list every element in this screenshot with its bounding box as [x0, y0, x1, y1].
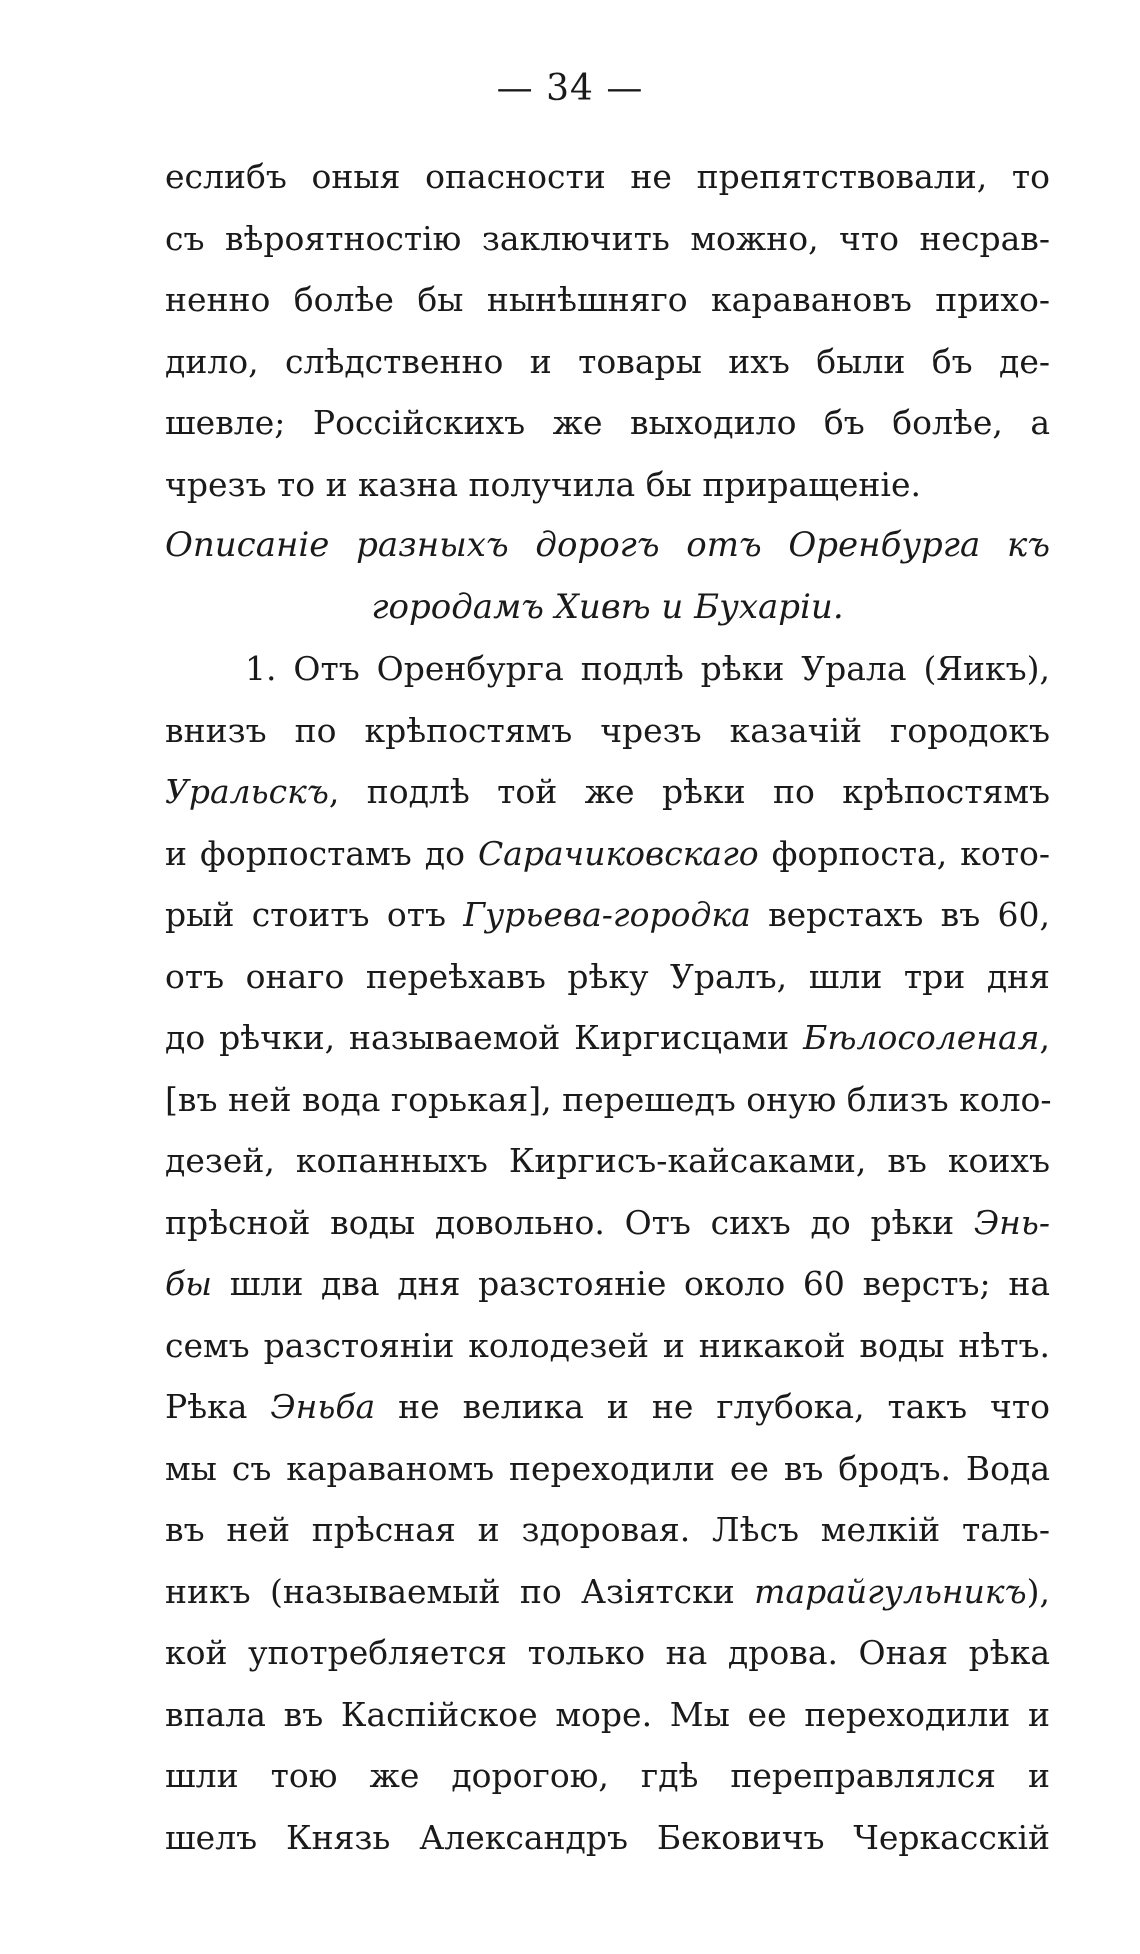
paragraph-line: семъ разстояніи колодезей и никакой воды нѣтъ.: [165, 1325, 1050, 1365]
paragraph-line: [165, 1192, 1050, 1254]
paragraph-line: въ ней прѣсная и здоровая. Лѣсъ мелкій таль-: [165, 1510, 1050, 1549]
text-run: верстахъ въ 60,: [750, 895, 1050, 934]
paragraph-line: 1. Отъ Оренбурга подлѣ рѣки Урала (Яикъ),: [245, 649, 1050, 688]
section-heading-line-2: городамъ Хивѣ и Бухаріи.: [371, 586, 844, 627]
text-line: чрезъ то и казна получила бы приращеніе.: [165, 464, 922, 504]
paragraph-line: [165, 884, 1050, 946]
text-line: шевле; Россійскихъ же выходило бъ болѣе, а: [165, 403, 1050, 442]
text-run: ,: [1039, 1018, 1050, 1057]
paragraph-line: [165, 1561, 1050, 1623]
text-run: рый стоитъ отъ: [165, 895, 464, 934]
paragraph-line: [165, 823, 1050, 885]
section-heading-line-1: Описаніе разныхъ дорогъ отъ Оренбурга къ: [165, 525, 1050, 565]
paragraph-line: мы съ караваномъ переходили ее въ бродъ. Вода: [165, 1448, 1050, 1488]
text-run: Рѣка: [165, 1387, 271, 1426]
place-name: Бѣлосоленая: [803, 1018, 1040, 1057]
text-line: съ вѣроятностію заключить можно, что несрав-: [165, 218, 1050, 258]
text-run: , подлѣ той же рѣки по крѣпостямъ: [328, 772, 1050, 811]
paragraph-line: шли тою же дорогою, гдѣ переправлялся и: [165, 1756, 1050, 1795]
place-name: бы: [165, 1264, 213, 1303]
text-run: ),: [1026, 1571, 1050, 1611]
paragraph-line: [165, 1253, 1050, 1315]
page-body: [165, 146, 1050, 1868]
paragraph-line: внизъ по крѣпостямъ чрезъ казачій городокъ: [165, 710, 1050, 750]
paragraph-line: впала въ Каспійское море. Мы ее переходили и: [165, 1694, 1050, 1734]
place-name: Гурьева-городка: [463, 895, 751, 934]
text-run: прѣсной воды довольно. Отъ сихъ до рѣки: [165, 1202, 974, 1242]
text-run: форпоста, кото-: [758, 833, 1050, 873]
text-run: и форпостамъ до: [165, 833, 478, 873]
text-line: дило, слѣдственно и товары ихъ были бъ де-: [165, 341, 1050, 381]
place-name: Уральскъ: [165, 772, 329, 811]
paragraph-line: [165, 1376, 1050, 1438]
place-name: Энь-: [973, 1202, 1050, 1242]
text-run: шли два дня разстояніе около 60 верстъ; на: [212, 1264, 1050, 1303]
text-run: никъ (называемый по Азіятски: [165, 1571, 755, 1611]
paragraph-line: кой употребляется только на дрова. Оная рѣка: [165, 1633, 1050, 1672]
page-number: — 34 —: [496, 68, 644, 109]
text-line: ненно болѣе бы нынѣшняго каравановъ прихо-: [165, 280, 1050, 319]
paragraph-line: [165, 1007, 1050, 1069]
paragraph-line: [въ ней вода горькая], перешедъ оную близъ коло-: [165, 1079, 1052, 1119]
text-run: не велика и не глубока, такъ что: [375, 1387, 1050, 1426]
paragraph-line: отъ онаго переѣхавъ рѣку Уралъ, шли три дня: [165, 956, 1050, 996]
plant-name: тарайгульникъ: [754, 1571, 1027, 1611]
place-name: Сарачиковскаго: [477, 833, 759, 873]
paragraph-line: [165, 761, 1050, 823]
text-run: до рѣчки, называемой Киргисцами: [165, 1018, 804, 1057]
text-line: еслибъ оныя опасности не препятствовали, то: [165, 157, 1050, 196]
place-name: Эньба: [270, 1387, 376, 1426]
paragraph-line: дезей, копанныхъ Киргисъ-кайсаками, въ коихъ: [165, 1141, 1050, 1180]
paragraph-line: шелъ Князь Александръ Бековичъ Черкасскій: [165, 1817, 1050, 1857]
